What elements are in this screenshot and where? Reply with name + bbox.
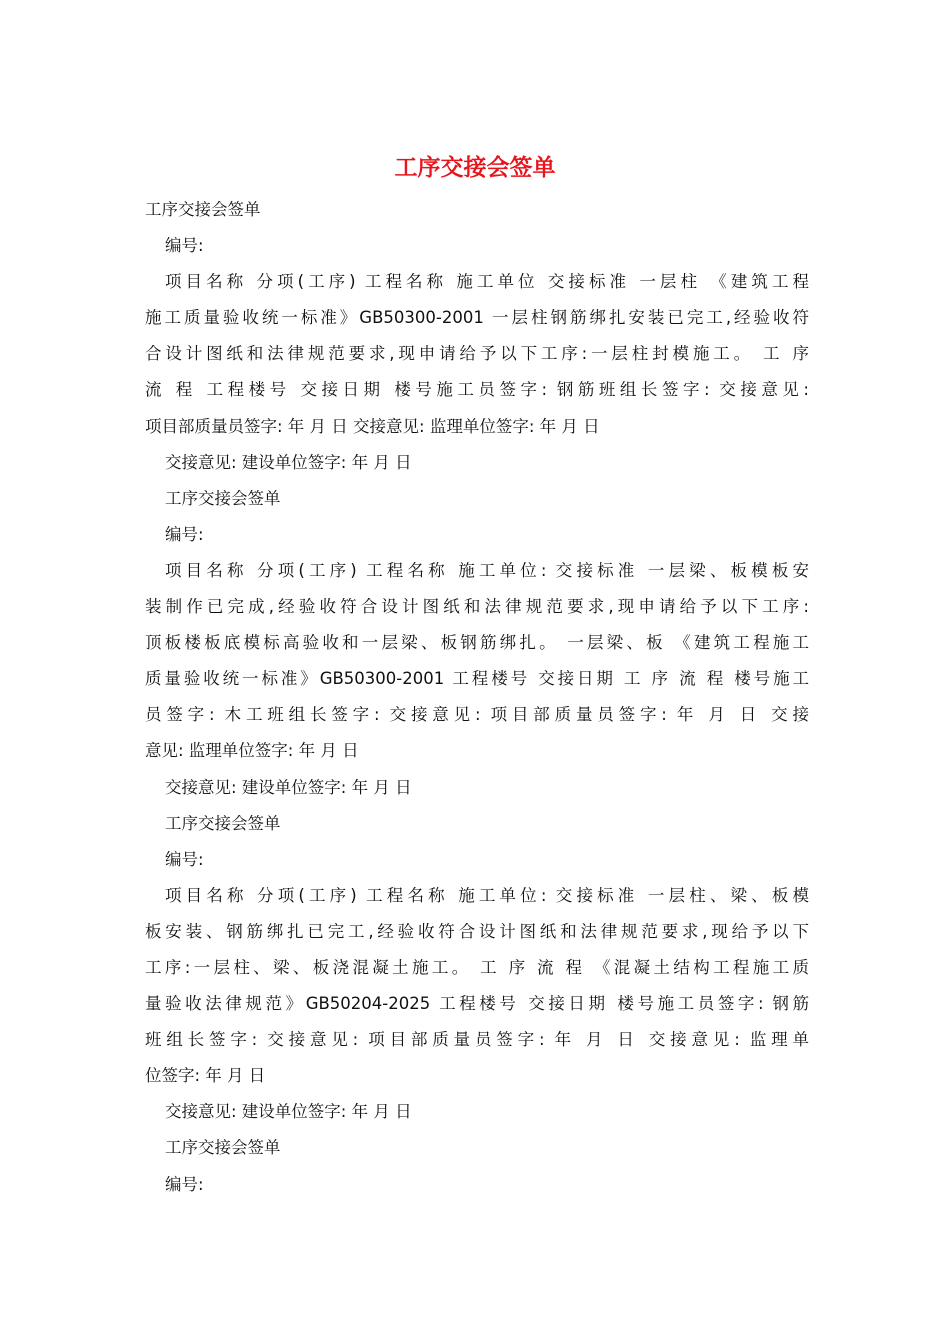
text-line: 交接意见: 建设单位签字: 年 月 日	[165, 1102, 412, 1122]
text-line: 意见: 监理单位签字: 年 月 日	[145, 741, 359, 761]
text-line: 施工质量验收统一标准》GB50300-2001 一层柱钢筋绑扎安装已完工,经验收符	[145, 308, 809, 328]
text-line: 交接意见: 建设单位签字: 年 月 日	[165, 452, 412, 472]
text-line: 板安装、钢筋绑扎已完工,经验收符合设计图纸和法律规范要求,现给予以下	[145, 921, 809, 941]
text-line: 项目部质量员签字: 年 月 日 交接意见: 监理单位签字: 年 月 日	[145, 416, 600, 436]
text-line: 量验收法律规范》GB50204-2025 工程楼号 交接日期 楼号施工员签字: 钢筋	[145, 994, 809, 1014]
text-line: 班组长签字: 交接意见: 项目部质量员签字: 年 月 日 交接意见: 监理单	[145, 1030, 809, 1050]
text-line: 编号:	[165, 849, 204, 869]
text-line: 质量验收统一标准》GB50300-2001 工程楼号 交接日期 工 序 流 程 楼号施工	[145, 669, 809, 689]
text-line: 编号:	[165, 236, 204, 256]
document-body	[145, 192, 809, 1203]
text-line: 项目名称 分项(工序) 工程名称 施工单位: 交接标准 一层梁、板模板安	[165, 560, 809, 580]
text-line: 顶板楼板底模标高验收和一层梁、板钢筋绑扎。 一层梁、板 《建筑工程施工	[145, 633, 809, 653]
text-line: 工序交接会签单	[165, 1138, 281, 1158]
text-line: 工序交接会签单	[165, 813, 281, 833]
text-line: 装制作已完成,经验收符合设计图纸和法律规范要求,现申请给予以下工序:	[145, 597, 809, 617]
text-line: 工序交接会签单	[145, 200, 261, 219]
text-line: 工序:一层柱、梁、板浇混凝土施工。 工 序 流 程 《混凝土结构工程施工质	[145, 957, 809, 977]
document-title: 工序交接会签单	[394, 154, 556, 181]
text-line: 合设计图纸和法律规范要求,现申请给予以下工序:一层柱封模施工。 工 序	[145, 344, 809, 364]
text-line: 交接意见: 建设单位签字: 年 月 日	[165, 777, 412, 797]
text-line: 工序交接会签单	[165, 488, 281, 508]
text-line: 位签字: 年 月 日	[145, 1066, 266, 1086]
text-line: 员签字: 木工班组长签字: 交接意见: 项目部质量员签字: 年 月 日 交接	[145, 705, 809, 725]
text-line: 项目名称 分项(工序) 工程名称 施工单位: 交接标准 一层柱、梁、板模	[165, 885, 809, 905]
text-line: 编号:	[165, 524, 204, 544]
text-line: 编号:	[165, 1174, 204, 1194]
text-line: 项目名称 分项(工序) 工程名称 施工单位 交接标准 一层柱 《建筑工程	[165, 272, 809, 292]
text-line: 流 程 工程楼号 交接日期 楼号施工员签字: 钢筋班组长签字: 交接意见:	[145, 380, 809, 400]
